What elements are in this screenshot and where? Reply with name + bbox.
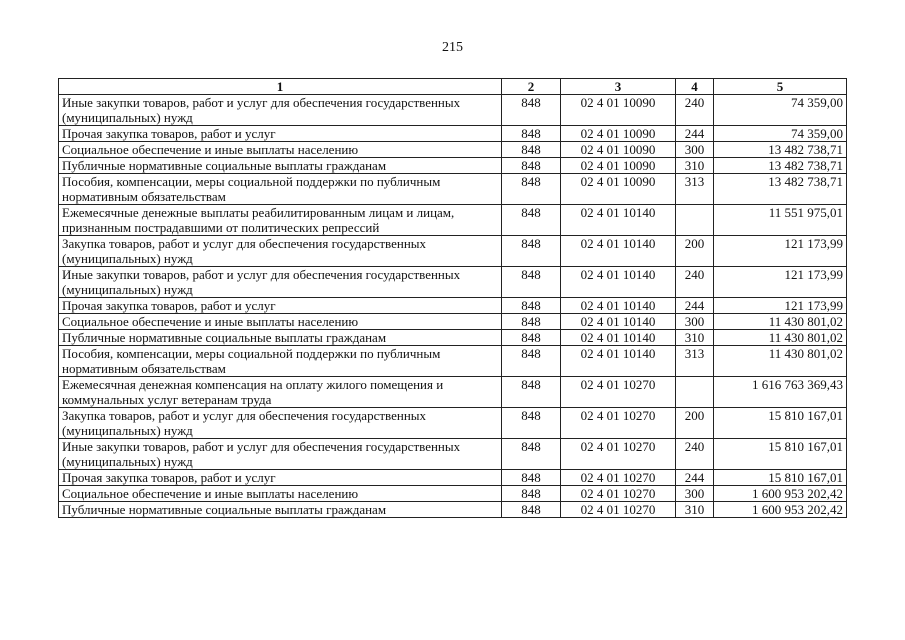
- column-header: 4: [676, 79, 714, 95]
- target-code-cell: 02 4 01 10090: [561, 126, 676, 142]
- column-header: 5: [714, 79, 847, 95]
- amount-cell: 15 810 167,01: [714, 439, 847, 470]
- amount-cell: 13 482 738,71: [714, 158, 847, 174]
- expense-type-cell: [676, 377, 714, 408]
- target-code-cell: 02 4 01 10140: [561, 346, 676, 377]
- target-code-cell: 02 4 01 10140: [561, 267, 676, 298]
- ministry-code-cell: 848: [502, 377, 561, 408]
- ministry-code-cell: 848: [502, 408, 561, 439]
- table-row: [59, 267, 847, 298]
- expense-type-cell: 244: [676, 126, 714, 142]
- amount-cell: 13 482 738,71: [714, 174, 847, 205]
- table-body: [59, 95, 847, 518]
- amount-cell: 1 600 953 202,42: [714, 502, 847, 518]
- expense-name-cell: Иные закупки товаров, работ и услуг для обеспечения государственных (муниципальных) нужд: [59, 439, 502, 470]
- target-code-cell: 02 4 01 10140: [561, 314, 676, 330]
- table-row: [59, 330, 847, 346]
- expense-name-cell: Социальное обеспечение и иные выплаты населению: [59, 314, 502, 330]
- target-code-cell: 02 4 01 10140: [561, 298, 676, 314]
- amount-cell: 74 359,00: [714, 126, 847, 142]
- table-row: [59, 439, 847, 470]
- amount-cell: 11 551 975,01: [714, 205, 847, 236]
- expense-type-cell: 300: [676, 314, 714, 330]
- expense-type-cell: 244: [676, 470, 714, 486]
- expense-name-cell: Социальное обеспечение и иные выплаты населению: [59, 486, 502, 502]
- target-code-cell: 02 4 01 10090: [561, 158, 676, 174]
- table-row: [59, 205, 847, 236]
- table-row: [59, 346, 847, 377]
- ministry-code-cell: 848: [502, 142, 561, 158]
- expense-name-cell: Прочая закупка товаров, работ и услуг: [59, 470, 502, 486]
- table-row: [59, 126, 847, 142]
- target-code-cell: 02 4 01 10140: [561, 236, 676, 267]
- table-row: [59, 314, 847, 330]
- expense-name-cell: Закупка товаров, работ и услуг для обеспечения государственных (муниципальных) нужд: [59, 236, 502, 267]
- ministry-code-cell: 848: [502, 126, 561, 142]
- expense-type-cell: 310: [676, 502, 714, 518]
- ministry-code-cell: 848: [502, 470, 561, 486]
- ministry-code-cell: 848: [502, 439, 561, 470]
- expense-name-cell: Иные закупки товаров, работ и услуг для обеспечения государственных (муниципальных) нужд: [59, 267, 502, 298]
- table-row: [59, 298, 847, 314]
- expense-type-cell: 240: [676, 267, 714, 298]
- target-code-cell: 02 4 01 10090: [561, 95, 676, 126]
- ministry-code-cell: 848: [502, 95, 561, 126]
- column-header: 1: [59, 79, 502, 95]
- ministry-code-cell: 848: [502, 267, 561, 298]
- expense-name-cell: Ежемесячные денежные выплаты реабилитированным лицам и лицам, признанным пострадавшими от политических репрессий: [59, 205, 502, 236]
- amount-cell: 121 173,99: [714, 267, 847, 298]
- table-row: [59, 142, 847, 158]
- expense-type-cell: 240: [676, 439, 714, 470]
- column-header: 3: [561, 79, 676, 95]
- table-row: [59, 502, 847, 518]
- ministry-code-cell: 848: [502, 330, 561, 346]
- expense-type-cell: 244: [676, 298, 714, 314]
- table-row: [59, 158, 847, 174]
- expense-name-cell: Пособия, компенсации, меры социальной поддержки по публичным нормативным обязательствам: [59, 174, 502, 205]
- expense-name-cell: Пособия, компенсации, меры социальной поддержки по публичным нормативным обязательствам: [59, 346, 502, 377]
- table-row: [59, 377, 847, 408]
- expense-name-cell: Закупка товаров, работ и услуг для обеспечения государственных (муниципальных) нужд: [59, 408, 502, 439]
- amount-cell: 13 482 738,71: [714, 142, 847, 158]
- target-code-cell: 02 4 01 10090: [561, 142, 676, 158]
- target-code-cell: 02 4 01 10270: [561, 470, 676, 486]
- expense-type-cell: 313: [676, 346, 714, 377]
- table-row: [59, 470, 847, 486]
- table-row: [59, 174, 847, 205]
- column-header: 2: [502, 79, 561, 95]
- expense-type-cell: 200: [676, 236, 714, 267]
- expense-name-cell: Публичные нормативные социальные выплаты гражданам: [59, 330, 502, 346]
- ministry-code-cell: 848: [502, 236, 561, 267]
- expense-type-cell: 313: [676, 174, 714, 205]
- amount-cell: 15 810 167,01: [714, 408, 847, 439]
- amount-cell: 121 173,99: [714, 236, 847, 267]
- table-header-row: [59, 79, 847, 95]
- amount-cell: 15 810 167,01: [714, 470, 847, 486]
- expense-name-cell: Иные закупки товаров, работ и услуг для обеспечения государственных (муниципальных) нужд: [59, 95, 502, 126]
- amount-cell: 1 600 953 202,42: [714, 486, 847, 502]
- table-row: [59, 486, 847, 502]
- expense-type-cell: 300: [676, 486, 714, 502]
- expense-name-cell: Прочая закупка товаров, работ и услуг: [59, 298, 502, 314]
- amount-cell: 11 430 801,02: [714, 330, 847, 346]
- expense-type-cell: 300: [676, 142, 714, 158]
- expense-name-cell: Социальное обеспечение и иные выплаты населению: [59, 142, 502, 158]
- expense-name-cell: Ежемесячная денежная компенсация на оплату жилого помещения и коммунальных услуг ветеранам труда: [59, 377, 502, 408]
- ministry-code-cell: 848: [502, 205, 561, 236]
- expense-name-cell: Прочая закупка товаров, работ и услуг: [59, 126, 502, 142]
- budget-table: [58, 78, 847, 518]
- expense-type-cell: 240: [676, 95, 714, 126]
- target-code-cell: 02 4 01 10090: [561, 174, 676, 205]
- target-code-cell: 02 4 01 10270: [561, 486, 676, 502]
- amount-cell: 1 616 763 369,43: [714, 377, 847, 408]
- amount-cell: 121 173,99: [714, 298, 847, 314]
- target-code-cell: 02 4 01 10140: [561, 330, 676, 346]
- ministry-code-cell: 848: [502, 314, 561, 330]
- expense-name-cell: Публичные нормативные социальные выплаты гражданам: [59, 158, 502, 174]
- expense-type-cell: 200: [676, 408, 714, 439]
- ministry-code-cell: 848: [502, 298, 561, 314]
- ministry-code-cell: 848: [502, 486, 561, 502]
- target-code-cell: 02 4 01 10140: [561, 205, 676, 236]
- table-row: [59, 95, 847, 126]
- expense-type-cell: [676, 205, 714, 236]
- expense-name-cell: Публичные нормативные социальные выплаты гражданам: [59, 502, 502, 518]
- ministry-code-cell: 848: [502, 174, 561, 205]
- amount-cell: 11 430 801,02: [714, 346, 847, 377]
- amount-cell: 74 359,00: [714, 95, 847, 126]
- expense-type-cell: 310: [676, 330, 714, 346]
- table-row: [59, 236, 847, 267]
- ministry-code-cell: 848: [502, 502, 561, 518]
- target-code-cell: 02 4 01 10270: [561, 502, 676, 518]
- ministry-code-cell: 848: [502, 346, 561, 377]
- ministry-code-cell: 848: [502, 158, 561, 174]
- expense-type-cell: 310: [676, 158, 714, 174]
- target-code-cell: 02 4 01 10270: [561, 439, 676, 470]
- target-code-cell: 02 4 01 10270: [561, 408, 676, 439]
- target-code-cell: 02 4 01 10270: [561, 377, 676, 408]
- amount-cell: 11 430 801,02: [714, 314, 847, 330]
- page-number: 215: [442, 40, 463, 55]
- table-row: [59, 408, 847, 439]
